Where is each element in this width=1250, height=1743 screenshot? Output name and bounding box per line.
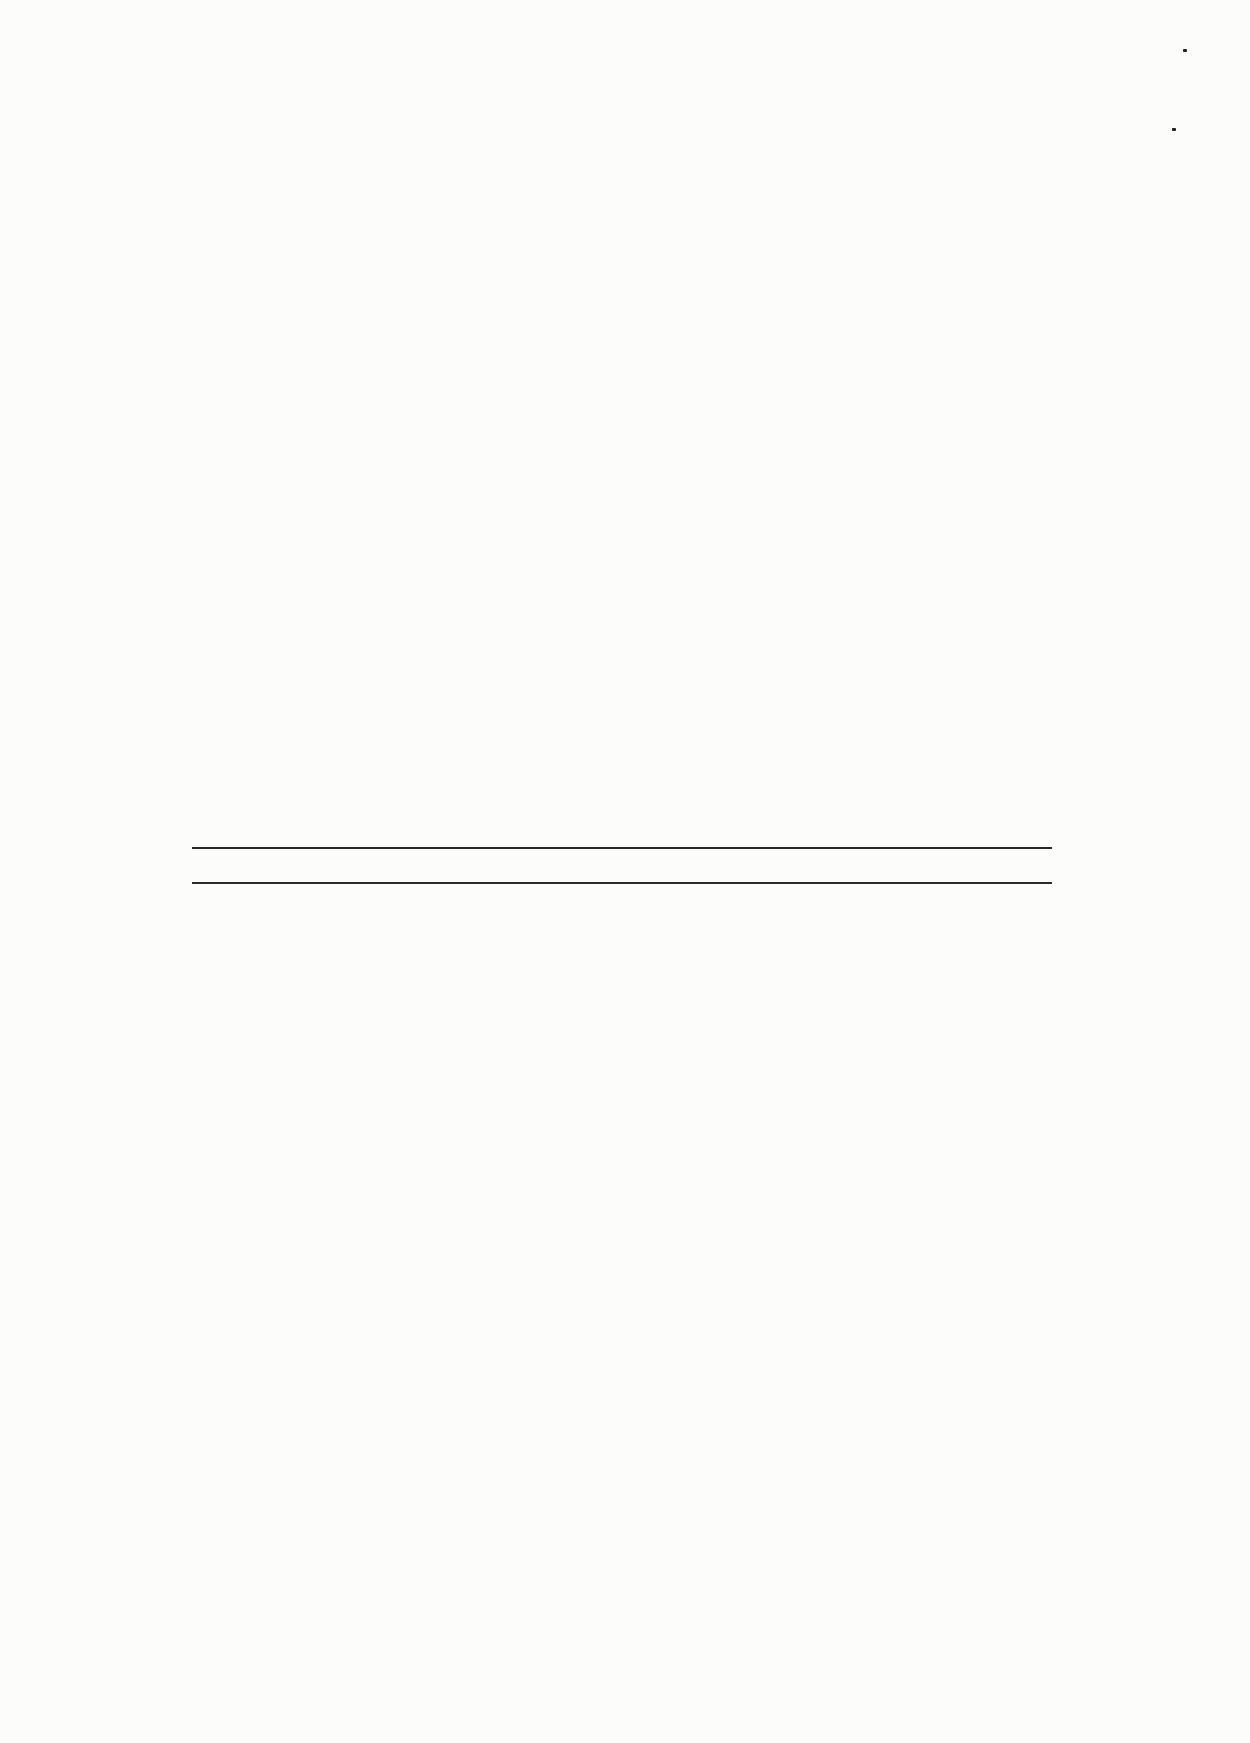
answer-1 xyxy=(192,702,1072,739)
answer-3 xyxy=(192,776,1072,813)
answer-1 xyxy=(192,1483,1072,1520)
answer-4 xyxy=(192,813,1052,849)
answer-4-line-2 xyxy=(192,849,1052,885)
section-ten-answers xyxy=(192,702,1072,884)
scan-speck xyxy=(1183,49,1187,52)
answer-2 xyxy=(192,739,1072,776)
scan-speck xyxy=(1172,128,1176,131)
section-eleven-answers xyxy=(192,1483,1072,1520)
